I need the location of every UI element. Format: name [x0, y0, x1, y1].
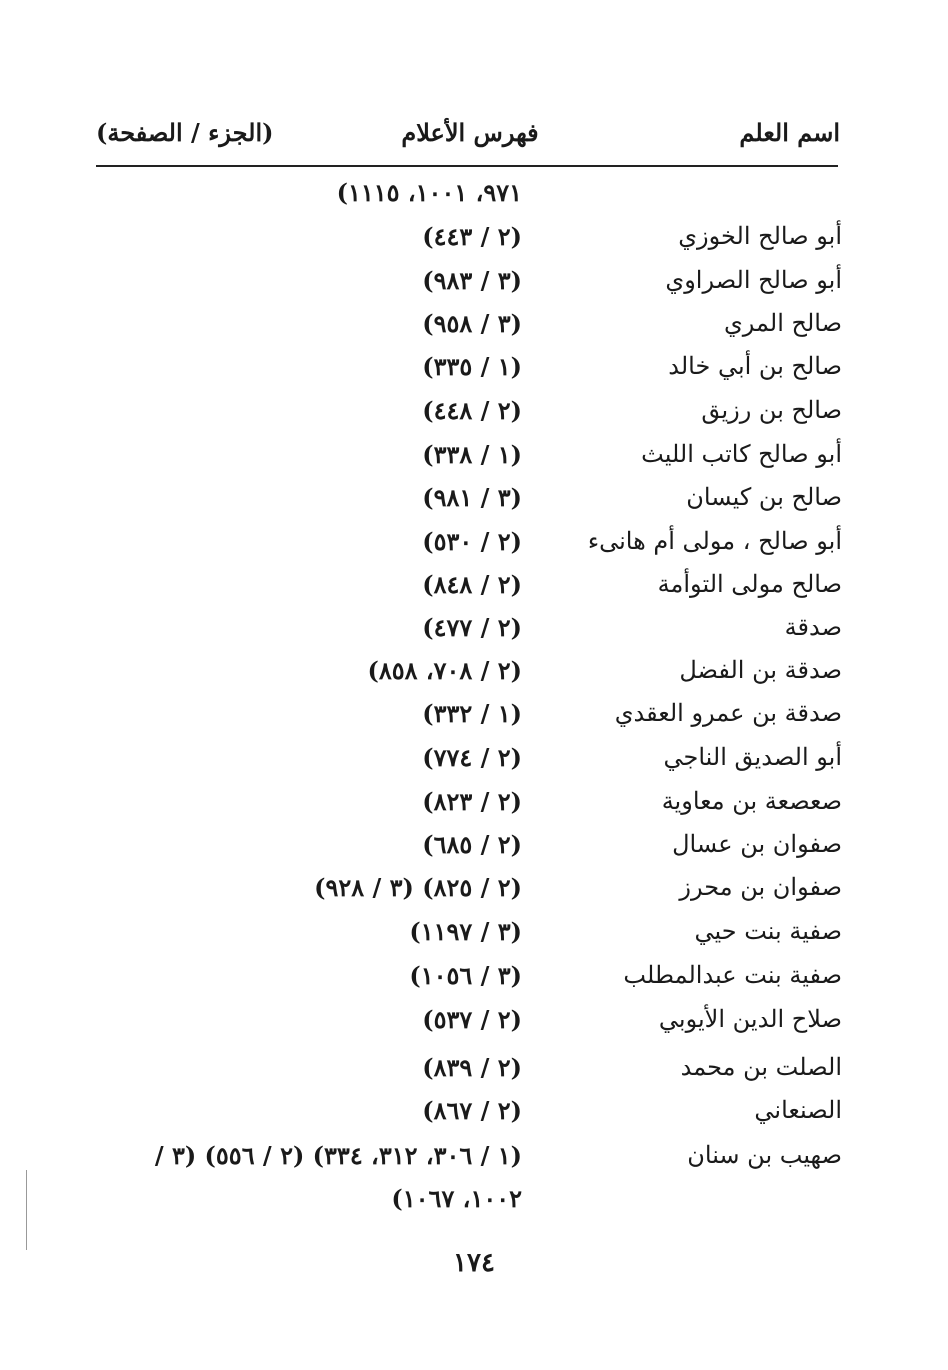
index-entry — [0, 613, 948, 653]
entry-reference: (٢ / ٨٢٥) (٣ / ٩٢٨) — [314, 873, 522, 902]
entry-reference: (٢ / ٨٣٩) — [422, 1053, 522, 1082]
index-entry — [0, 1096, 948, 1136]
index-entry — [0, 309, 948, 349]
index-entry — [0, 743, 948, 783]
entry-reference: (١ / ٣٣٥) — [422, 352, 522, 381]
entry-reference: (٢ / ٨٤٨) — [422, 570, 522, 599]
index-entry — [0, 222, 948, 262]
index-entry — [0, 396, 948, 436]
entry-name: أبو الصديق الناجي — [663, 743, 842, 771]
page-title: فهرس الأعلام — [401, 118, 539, 147]
entry-reference: (٢ / ٤٧٧) — [422, 613, 522, 642]
entry-reference: (٣ / ٩٨٣) — [422, 266, 522, 295]
entry-name: أبو صالح ، مولى أم هانىء — [587, 527, 842, 555]
index-entry — [0, 483, 948, 523]
index-entry — [0, 917, 948, 957]
index-entry — [0, 961, 948, 1001]
entry-reference: (٢ / ٥٣٠) — [422, 527, 522, 556]
entry-name: أبو صالح الصراوي — [665, 266, 842, 294]
entry-name: صدقة بن عمرو العقدي — [614, 699, 842, 727]
entry-reference: (٢ / ٦٨٥) — [422, 830, 522, 859]
index-entry — [0, 1005, 948, 1045]
entry-name: صالح بن رزيق — [701, 396, 842, 424]
entry-reference: (١ / ٣٣٨) — [422, 440, 522, 469]
entry-name: صفوان بن محرز — [679, 873, 842, 901]
entry-name: صدقة بن الفضل — [679, 656, 842, 684]
index-entry — [0, 1184, 948, 1224]
index-entry — [0, 527, 948, 567]
page-number: ١٧٤ — [453, 1248, 495, 1278]
entry-name: صالح بن أبي خالد — [668, 352, 842, 380]
entry-name: الصنعاني — [754, 1096, 842, 1124]
entry-name: صعصعة بن معاوية — [661, 787, 842, 815]
index-entry — [0, 830, 948, 870]
entry-reference: (٣ / ٩٥٨) — [422, 309, 522, 338]
entry-name: أبو صالح الخوزي — [678, 222, 842, 250]
entry-name: صالح بن كيسان — [686, 483, 842, 511]
index-entry — [0, 570, 948, 610]
entry-reference: (٣ / ٩٨١) — [422, 483, 522, 512]
scan-edge-mark — [26, 1170, 27, 1250]
column-header-reference: (الجزء / الصفحة) — [96, 118, 274, 147]
entry-reference: (١ / ٣٣٢) — [422, 699, 522, 728]
index-entry — [0, 873, 948, 913]
index-entry — [0, 352, 948, 392]
entry-reference: (٢ / ٨٦٧) — [422, 1096, 522, 1125]
entry-reference: (١ / ٣٠٦، ٣١٢، ٣٣٤) (٢ / ٥٥٦) (٣ / — [154, 1141, 522, 1170]
index-entry — [0, 656, 948, 696]
entry-name: صالح مولى التوأمة — [657, 570, 842, 598]
entry-reference: (٢ / ٧٧٤) — [422, 743, 522, 772]
entry-name: أبو صالح كاتب الليث — [641, 440, 842, 468]
column-header-name: اسم العلم — [739, 118, 840, 147]
page-header — [0, 118, 948, 158]
index-entry — [0, 440, 948, 480]
index-entry — [0, 787, 948, 827]
entry-reference: (٢ / ٤٤٣) — [422, 222, 522, 251]
entry-reference: (٢ / ٨٢٣) — [422, 787, 522, 816]
entry-name: صفوان بن عسال — [672, 830, 842, 858]
entry-reference: ٩٧١، ١٠٠١، ١١١٥) — [336, 178, 522, 207]
entry-name: صفية بنت حيي — [694, 917, 842, 945]
entry-name: صدقة — [784, 613, 842, 641]
entry-reference: ١٠٠٢، ١٠٦٧) — [391, 1184, 522, 1213]
entry-reference: (٢ / ٤٤٨) — [422, 396, 522, 425]
index-entry — [0, 1053, 948, 1093]
entry-reference: (٢ / ٧٠٨، ٨٥٨) — [367, 656, 522, 685]
index-entry — [0, 1141, 948, 1181]
index-entry — [0, 178, 948, 218]
entry-reference: (٣ / ١٠٥٦) — [409, 961, 522, 990]
entry-name: الصلت بن محمد — [680, 1053, 842, 1081]
entry-reference: (٢ / ٥٣٧) — [422, 1005, 522, 1034]
entry-name: صهيب بن سنان — [687, 1141, 842, 1169]
entry-name: صالح المري — [723, 309, 842, 337]
entry-reference: (٣ / ١١٩٧) — [409, 917, 522, 946]
index-entry — [0, 266, 948, 306]
entry-name: صفية بنت عبدالمطلب — [623, 961, 842, 989]
index-entry — [0, 699, 948, 739]
header-rule — [96, 165, 838, 167]
entry-name: صلاح الدين الأيوبي — [658, 1005, 842, 1033]
